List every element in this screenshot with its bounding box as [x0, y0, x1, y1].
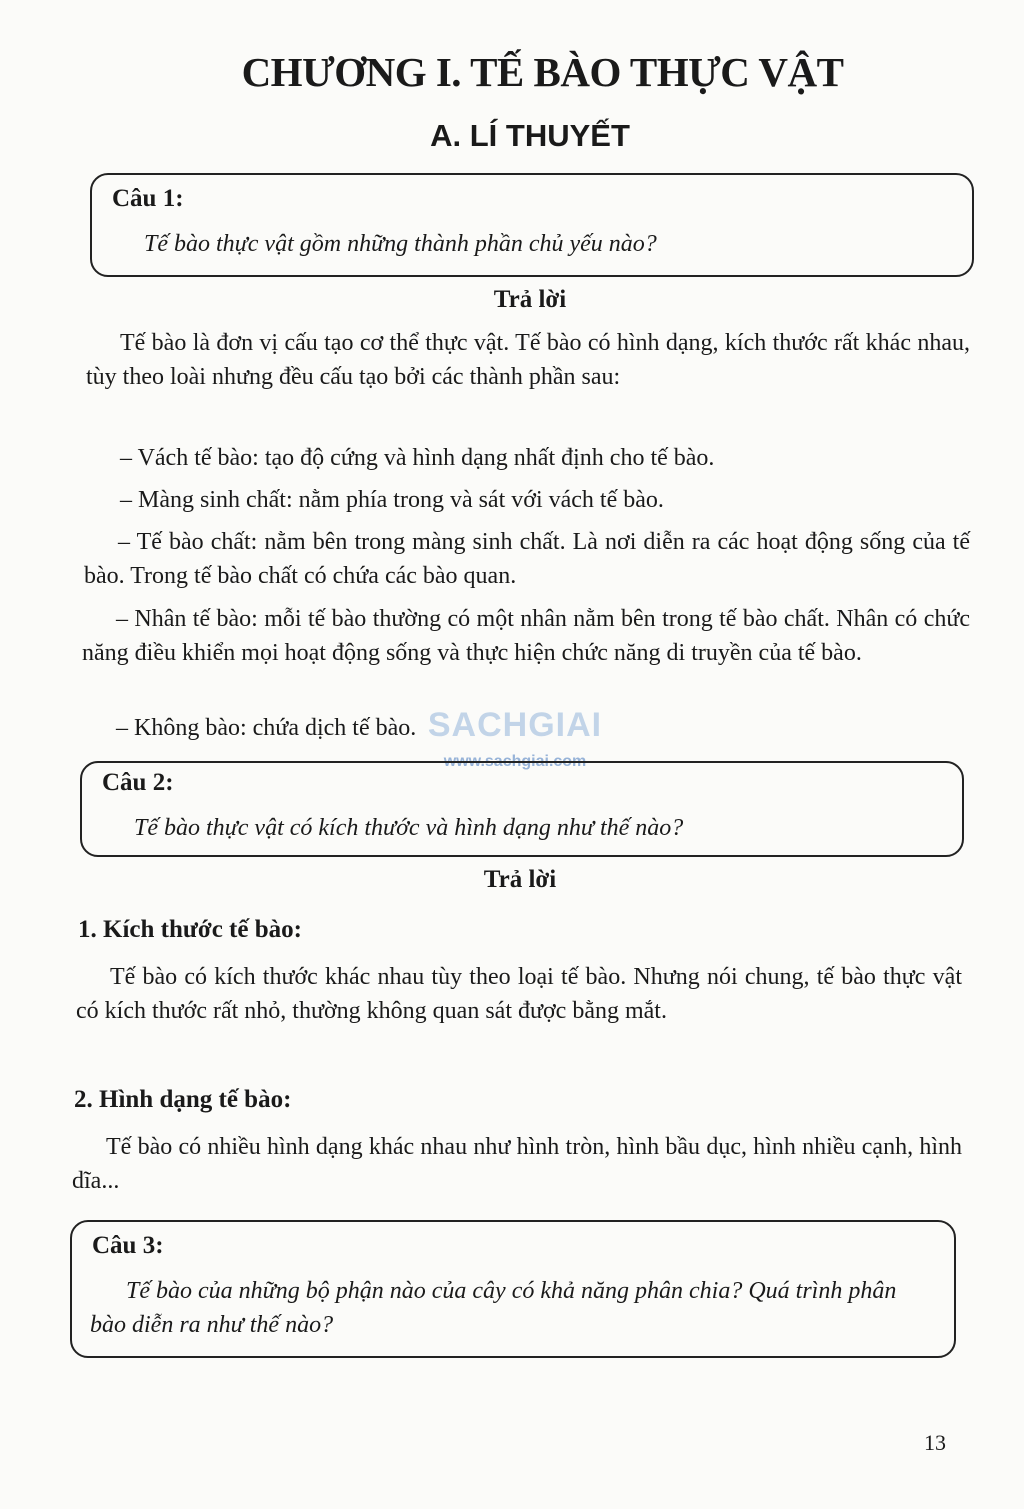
answer-heading: Trả lời: [493, 286, 567, 313]
page-number: 13: [924, 1430, 946, 1455]
subheading: 2. Hình dạng tế bào:: [74, 1086, 292, 1113]
question-label: Câu 3:: [92, 1232, 164, 1259]
question-box-1: [90, 173, 974, 277]
answer-intro: Tế bào là đơn vị cấu tạo cơ thể thực vật. Tế bào có hình dạng, kích thước rất khác nhau, tùy theo loài nhưng đều cấu tạo bởi các thành phần sau:: [86, 330, 970, 390]
question-label: Câu 1:: [112, 185, 184, 212]
question-text: Tế bào thực vật có kích thước và hình dạng như thế nào?: [134, 815, 684, 841]
question-text: Tế bào của những bộ phận nào của cây có khả năng phân chia? Quá trình phân bào diễn ra như thế nào?: [90, 1278, 897, 1338]
section-title: A. LÍ THUYẾT: [430, 118, 630, 153]
paragraph: Tế bào có kích thước khác nhau tùy theo loại tế bào. Nhưng nói chung, tế bào thực vật có kích thước rất nhỏ, thường không quan sát được bằng mắt.: [76, 964, 962, 1024]
watermark-logo: SACHGIAI: [427, 706, 603, 744]
question-text: Tế bào thực vật gồm những thành phần chủ yếu nào?: [144, 231, 657, 257]
list-item: – Nhân tế bào: mỗi tế bào thường có một nhân nằm bên trong tế bào chất. Nhân có chức năng điều khiển mọi hoạt động sống và thực hiện chức năng di truyền của tế bào.: [82, 606, 970, 666]
paragraph: Tế bào có nhiều hình dạng khác nhau như hình tròn, hình bầu dục, hình nhiều cạnh, hình dĩa...: [72, 1134, 962, 1194]
list-item: – Tế bào chất: nằm bên trong màng sinh chất. Là nơi diễn ra các hoạt động sống của tế bào. Trong tế bào chất có chứa các bào quan.: [84, 529, 970, 589]
question-box-3: [70, 1220, 956, 1358]
list-item: – Vách tế bào: tạo độ cứng và hình dạng nhất định cho tế bào.: [120, 445, 715, 471]
chapter-title: CHƯƠNG I. TẾ BÀO THỰC VẬT: [241, 49, 844, 95]
list-item: – Màng sinh chất: nằm phía trong và sát với vách tế bào.: [120, 487, 664, 513]
subheading: 1. Kích thước tế bào:: [78, 916, 302, 943]
answer-heading: Trả lời: [483, 866, 557, 893]
question-label: Câu 2:: [102, 769, 174, 796]
watermark-url: www.sachgiai.com: [443, 753, 587, 770]
list-item: – Không bào: chứa dịch tế bào.: [116, 715, 417, 741]
question-box-2: [80, 761, 964, 857]
